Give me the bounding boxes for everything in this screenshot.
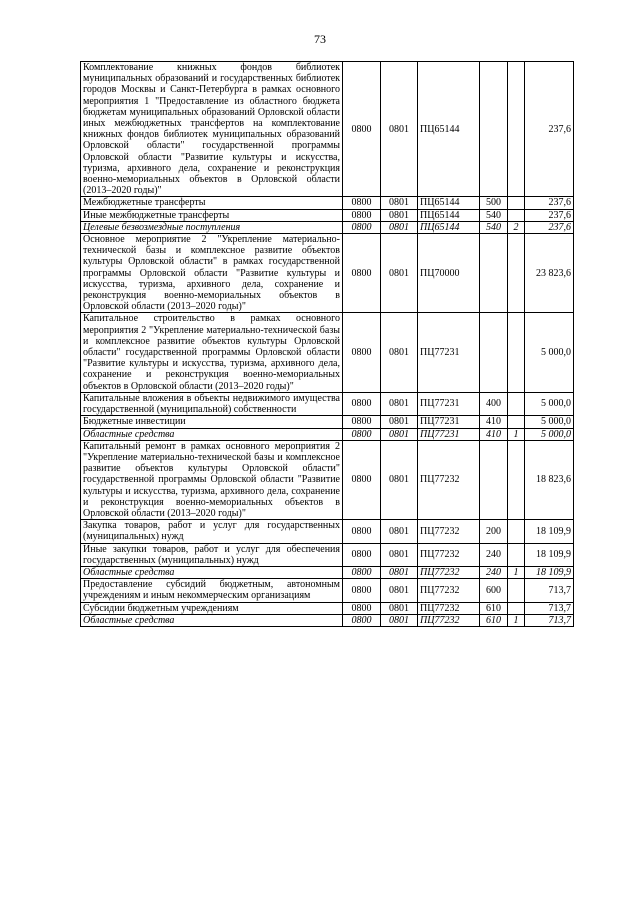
table-row bbox=[81, 197, 574, 209]
section-code: 0800 bbox=[343, 221, 381, 233]
section-code: 0800 bbox=[343, 440, 381, 519]
table-row bbox=[81, 543, 574, 566]
expense-type-code: 610 bbox=[480, 602, 508, 614]
row-name: Целевые безвозмездные поступления bbox=[81, 221, 343, 233]
row-name: Предоставление субсидий бюджетным, автономным учреждениям и иным некоммерческим организациям bbox=[81, 579, 343, 602]
target-item-code: ПЦ77232 bbox=[418, 543, 480, 566]
section-code: 0800 bbox=[343, 579, 381, 602]
table-row bbox=[81, 566, 574, 578]
table-row bbox=[81, 234, 574, 313]
target-item-code: ПЦ65144 bbox=[418, 209, 480, 221]
table-row bbox=[81, 221, 574, 233]
source-code bbox=[508, 209, 525, 221]
source-code bbox=[508, 520, 525, 543]
amount: 713,7 bbox=[525, 614, 574, 626]
target-item-code: ПЦ77232 bbox=[418, 614, 480, 626]
subsection-code: 0801 bbox=[381, 566, 418, 578]
target-item-code: ПЦ77232 bbox=[418, 520, 480, 543]
row-name: Комплектование книжных фондов библиотек муниципальных образований и государственных библиотек городов Москвы и Санкт-Петербурга в рамках основного мероприятия 1 "Предоставление из областного бюджета бюджетам муниципальных образований Орловской области иных межбюджетных трансфертов на комплектование книжных фондов библиотек муниципальных образований Орловской области" государственной программы Орловской области "Развитие культуры и искусства, туризма, архивного дела, сохранение и реконструкция военно-мемориальных объектов в Орловской области (2013–2020 годы)" bbox=[81, 62, 343, 197]
table-row bbox=[81, 520, 574, 543]
table-row bbox=[81, 614, 574, 626]
expense-type-code bbox=[480, 62, 508, 197]
amount: 237,6 bbox=[525, 62, 574, 197]
amount: 237,6 bbox=[525, 209, 574, 221]
row-name: Основное мероприятие 2 "Укрепление материально-технической базы и комплексное развитие объектов культуры Орловской области" в рамках государственной программы Орловской области "Развитие культуры и искусства, туризма, архивного дела, сохранение и реконструкция военно-мемориальных объектов в Орловской области (2013–2020 годы)" bbox=[81, 234, 343, 313]
target-item-code: ПЦ77231 bbox=[418, 313, 480, 392]
target-item-code: ПЦ65144 bbox=[418, 221, 480, 233]
row-name: Иные межбюджетные трансферты bbox=[81, 209, 343, 221]
expense-type-code bbox=[480, 234, 508, 313]
amount: 5 000,0 bbox=[525, 392, 574, 415]
subsection-code: 0801 bbox=[381, 197, 418, 209]
row-name: Закупка товаров, работ и услуг для государственных (муниципальных) нужд bbox=[81, 520, 343, 543]
amount: 237,6 bbox=[525, 221, 574, 233]
expense-type-code: 410 bbox=[480, 416, 508, 428]
amount: 5 000,0 bbox=[525, 313, 574, 392]
target-item-code: ПЦ77231 bbox=[418, 392, 480, 415]
expense-type-code bbox=[480, 313, 508, 392]
target-item-code: ПЦ65144 bbox=[418, 62, 480, 197]
subsection-code: 0801 bbox=[381, 602, 418, 614]
amount: 713,7 bbox=[525, 602, 574, 614]
amount: 237,6 bbox=[525, 197, 574, 209]
expense-type-code: 540 bbox=[480, 209, 508, 221]
subsection-code: 0801 bbox=[381, 209, 418, 221]
subsection-code: 0801 bbox=[381, 543, 418, 566]
source-code bbox=[508, 579, 525, 602]
expense-type-code bbox=[480, 440, 508, 519]
source-code: 1 bbox=[508, 614, 525, 626]
source-code bbox=[508, 440, 525, 519]
subsection-code: 0801 bbox=[381, 392, 418, 415]
table-row bbox=[81, 62, 574, 197]
table-row bbox=[81, 428, 574, 440]
subsection-code: 0801 bbox=[381, 313, 418, 392]
amount: 18 109,9 bbox=[525, 566, 574, 578]
subsection-code: 0801 bbox=[381, 520, 418, 543]
section-code: 0800 bbox=[343, 566, 381, 578]
source-code: 1 bbox=[508, 428, 525, 440]
section-code: 0800 bbox=[343, 428, 381, 440]
table-row bbox=[81, 440, 574, 519]
expense-type-code: 610 bbox=[480, 614, 508, 626]
subsection-code: 0801 bbox=[381, 221, 418, 233]
expense-type-code: 240 bbox=[480, 543, 508, 566]
target-item-code: ПЦ77232 bbox=[418, 579, 480, 602]
source-code: 2 bbox=[508, 221, 525, 233]
table-row bbox=[81, 313, 574, 392]
expense-type-code: 600 bbox=[480, 579, 508, 602]
source-code bbox=[508, 543, 525, 566]
section-code: 0800 bbox=[343, 520, 381, 543]
row-name: Субсидии бюджетным учреждениям bbox=[81, 602, 343, 614]
table-row bbox=[81, 602, 574, 614]
subsection-code: 0801 bbox=[381, 234, 418, 313]
row-name: Капитальное строительство в рамках основного мероприятия 2 "Укрепление материально-технической базы и комплексное развитие объектов культуры Орловской области" государственной программы Орловской области "Развитие культуры и искусства, туризма, архивного дела, сохранение и реконструкция военно-мемориальных объектов в Орловской области (2013–2020 годы)" bbox=[81, 313, 343, 392]
source-code: 1 bbox=[508, 566, 525, 578]
section-code: 0800 bbox=[343, 62, 381, 197]
row-name: Межбюджетные трансферты bbox=[81, 197, 343, 209]
row-name: Областные средства bbox=[81, 428, 343, 440]
subsection-code: 0801 bbox=[381, 416, 418, 428]
amount: 713,7 bbox=[525, 579, 574, 602]
expense-type-code: 540 bbox=[480, 221, 508, 233]
subsection-code: 0801 bbox=[381, 440, 418, 519]
subsection-code: 0801 bbox=[381, 614, 418, 626]
subsection-code: 0801 bbox=[381, 579, 418, 602]
source-code bbox=[508, 62, 525, 197]
section-code: 0800 bbox=[343, 416, 381, 428]
expense-type-code: 400 bbox=[480, 392, 508, 415]
expense-type-code: 200 bbox=[480, 520, 508, 543]
amount: 5 000,0 bbox=[525, 428, 574, 440]
section-code: 0800 bbox=[343, 234, 381, 313]
section-code: 0800 bbox=[343, 392, 381, 415]
section-code: 0800 bbox=[343, 543, 381, 566]
target-item-code: ПЦ77232 bbox=[418, 440, 480, 519]
expense-type-code: 410 bbox=[480, 428, 508, 440]
source-code bbox=[508, 197, 525, 209]
source-code bbox=[508, 602, 525, 614]
section-code: 0800 bbox=[343, 313, 381, 392]
table-row bbox=[81, 209, 574, 221]
source-code bbox=[508, 234, 525, 313]
table-row bbox=[81, 416, 574, 428]
source-code bbox=[508, 313, 525, 392]
budget-table bbox=[80, 61, 574, 627]
amount: 18 109,9 bbox=[525, 543, 574, 566]
table-row bbox=[81, 579, 574, 602]
expense-type-code: 240 bbox=[480, 566, 508, 578]
amount: 5 000,0 bbox=[525, 416, 574, 428]
subsection-code: 0801 bbox=[381, 62, 418, 197]
expense-type-code: 500 bbox=[480, 197, 508, 209]
row-name: Областные средства bbox=[81, 566, 343, 578]
row-name: Областные средства bbox=[81, 614, 343, 626]
section-code: 0800 bbox=[343, 209, 381, 221]
row-name: Капитальный ремонт в рамках основного мероприятия 2 "Укрепление материально-технической базы и комплексное развитие объектов культуры Орловской области" государственной программы Орловской области "Развитие культуры и искусства, туризма, архивного дела, сохранение и реконструкция военно-мемориальных объектов в Орловской области (2013–2020 годы)" bbox=[81, 440, 343, 519]
amount: 18 823,6 bbox=[525, 440, 574, 519]
source-code bbox=[508, 416, 525, 428]
row-name: Капитальные вложения в объекты недвижимого имущества государственной (муниципальной) собственности bbox=[81, 392, 343, 415]
target-item-code: ПЦ77231 bbox=[418, 416, 480, 428]
source-code bbox=[508, 392, 525, 415]
target-item-code: ПЦ77232 bbox=[418, 602, 480, 614]
target-item-code: ПЦ70000 bbox=[418, 234, 480, 313]
section-code: 0800 bbox=[343, 197, 381, 209]
section-code: 0800 bbox=[343, 602, 381, 614]
amount: 18 109,9 bbox=[525, 520, 574, 543]
row-name: Бюджетные инвестиции bbox=[81, 416, 343, 428]
subsection-code: 0801 bbox=[381, 428, 418, 440]
target-item-code: ПЦ77231 bbox=[418, 428, 480, 440]
row-name: Иные закупки товаров, работ и услуг для обеспечения государственных (муниципальных) нужд bbox=[81, 543, 343, 566]
target-item-code: ПЦ65144 bbox=[418, 197, 480, 209]
page-number: 73 bbox=[314, 32, 326, 46]
table-row bbox=[81, 392, 574, 415]
target-item-code: ПЦ77232 bbox=[418, 566, 480, 578]
amount: 23 823,6 bbox=[525, 234, 574, 313]
section-code: 0800 bbox=[343, 614, 381, 626]
